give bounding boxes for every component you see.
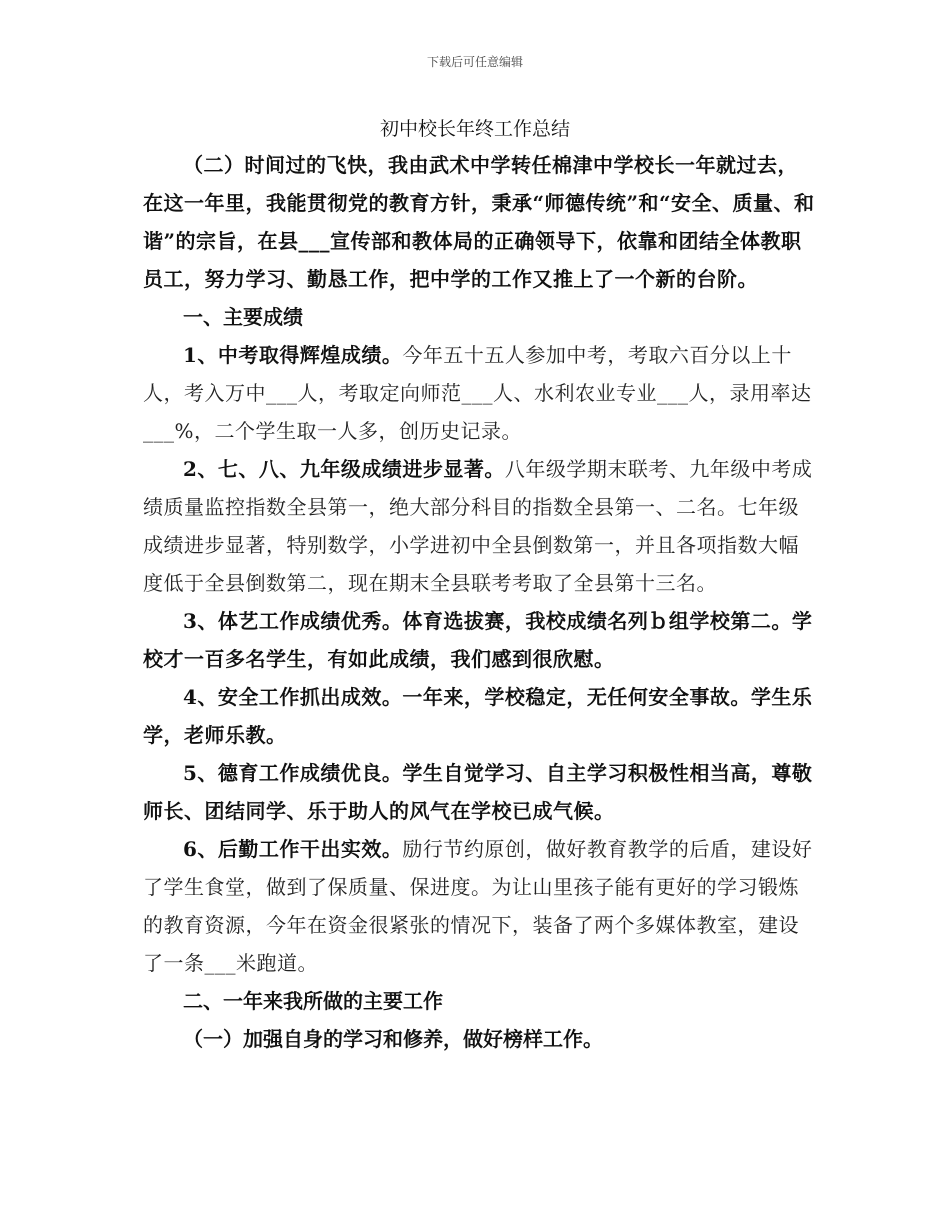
achievement-lead: 1、中考取得辉煌成绩。	[183, 343, 403, 367]
section-heading-achievements: 一、主要成绩	[183, 305, 303, 329]
achievement-lead: 4、安全工作抓出成效。	[183, 685, 403, 709]
achievement-text: 一年来，学校稳定，无任何安全事故。学生乐学，老师乐教。	[143, 685, 813, 747]
achievement-item-3	[143, 602, 818, 678]
section-heading-main-work: 二、一年来我所做的主要工作	[183, 989, 443, 1013]
achievement-lead: 3、体艺工作成绩优秀。	[183, 609, 403, 633]
achievement-lead: 2、七、八、九年级成绩进步显著。	[183, 457, 505, 481]
achievement-item-1	[143, 336, 818, 450]
achievement-text: 八年级学期末联考、九年级中考成绩质量监控指数全县第一，绝大部分科目的指数全县第一、二名。七年级成绩进步显著，特别数学，小学进初中全县倒数第一，并且各项指数大幅度低于全县倒数第二，现在期末全县联考考取了全县第十三名。	[143, 457, 813, 595]
header-note: 下载后可任意编辑	[426, 55, 523, 69]
achievement-text: 学生自觉学习、自主学习积极性相当高，尊敬师长、团结同学、乐于助人的风气在学校已成气候。	[143, 761, 813, 823]
intro-paragraph: （二）时间过的飞快，我由武术中学转任棉津中学校长一年就过去，在这一年里，我能贯彻党的教育方针，秉承“师德传统”和“安全、质量、和谐”的宗旨，在县___宣传部和教体局的正确领导下，依靠和团结全体教职员工，努力学习、勤恳工作，把中学的工作又推上了一个新的台阶。	[143, 153, 815, 291]
achievement-item-5	[143, 754, 818, 830]
achievement-text: 今年五十五人参加中考，考取六百分以上十人，考入万中___人，考取定向师范___人、水利农业专业___人，录用率达___%，二个学生取一人多，创历史记录。	[143, 343, 812, 443]
achievement-item-6	[143, 830, 818, 982]
subsection-heading-self-study: （一）加强自身的学习和修养，做好榜样工作。	[183, 1027, 603, 1051]
document-body	[143, 146, 818, 1058]
document-title: 初中校长年终工作总结	[379, 118, 570, 140]
achievement-lead: 6、后勤工作干出实效。	[183, 837, 403, 861]
achievement-text: 体育选拔赛，我校成绩名列ｂ组学校第二。学校才一百多名学生，有如此成绩，我们感到很欣慰。	[143, 609, 813, 671]
achievement-text: 励行节约原创，做好教育教学的后盾，建设好了学生食堂，做到了保质量、保进度。为让山里孩子能有更好的学习锻炼的教育资源，今年在资金很紧张的情况下，装备了两个多媒体教室，建设了一条___米跑道。	[143, 837, 813, 975]
achievement-lead: 5、德育工作成绩优良。	[183, 761, 403, 785]
achievement-item-4	[143, 678, 818, 754]
achievement-item-2	[143, 450, 818, 602]
